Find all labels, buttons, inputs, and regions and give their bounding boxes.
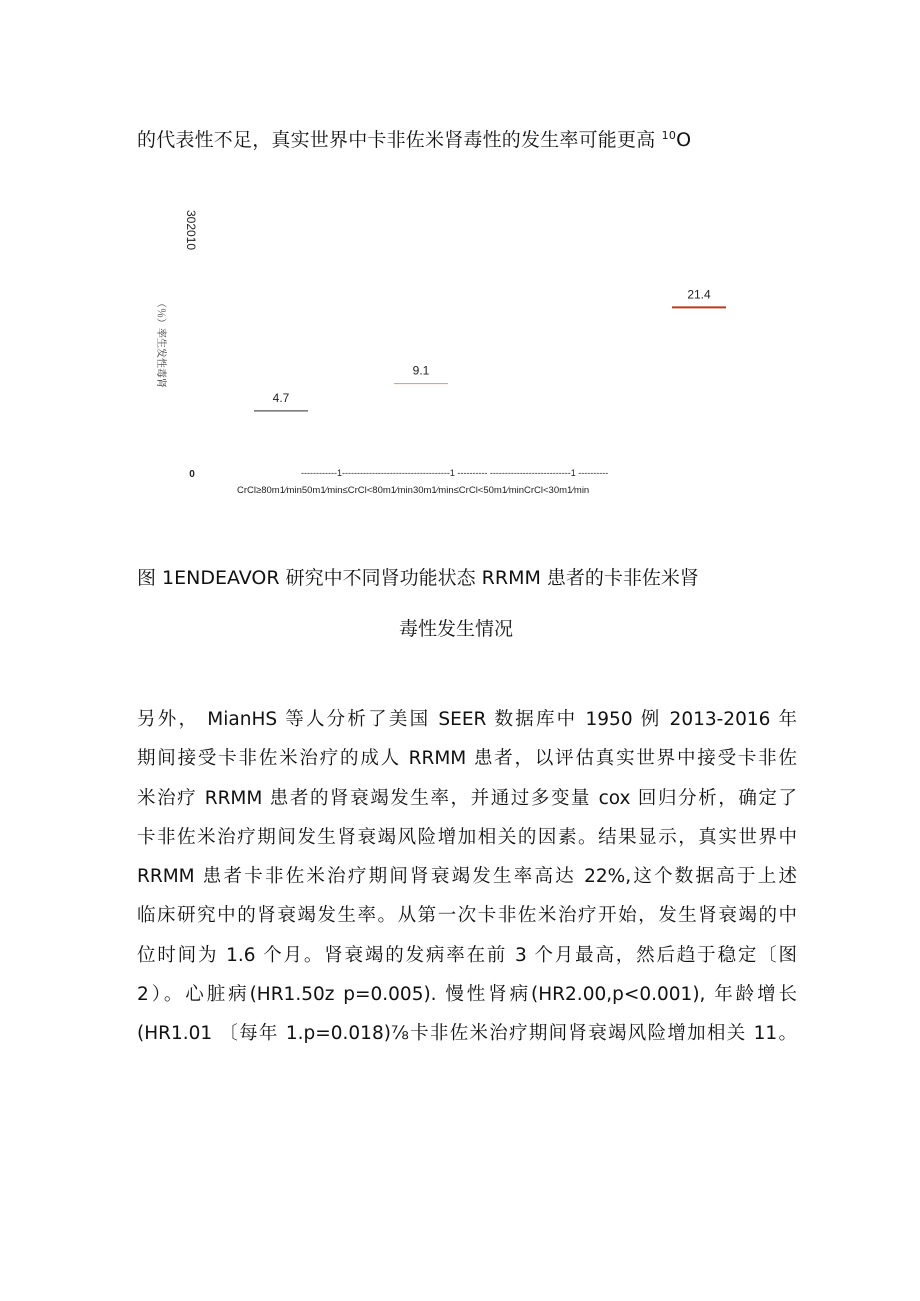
- paragraph-line: 期间接受卡非佐米治疗的成人 RRMM 患者，以评估真实世界中接受卡非佐: [137, 748, 797, 770]
- paragraph-line: RRMM 患者卡非佐米治疗期间肾衰竭发生率高达 22%,这个数据高于上述: [137, 866, 797, 888]
- paragraph-line: 卡非佐米治疗期间发生肾衰竭风险增加相关的因素。结果显示，真实世界中: [137, 826, 797, 848]
- nephrotoxicity-bar-chart: [140, 200, 711, 510]
- y-zero-label: 0: [189, 469, 195, 480]
- intro-text: 的代表性不足，真实世界中卡非佐米肾毒性的发生率可能更高: [137, 129, 656, 151]
- bar-marks: [254, 287, 726, 411]
- figure-caption-line-1: 图 1ENDEAVOR 研究中不同肾功能状态 RRMM 患者的卡非佐米肾: [137, 567, 699, 589]
- paragraph-line: 2）。心脏病(HR1.50z p=0.005). 慢性肾病(HR2.00,p<0.001), 年龄增长: [137, 984, 797, 1006]
- intro-text-line: [137, 125, 691, 152]
- paragraph-line: 临床研究中的肾衰竭发生率。从第一次卡非佐米治疗开始，发生肾衰竭的中: [137, 905, 797, 927]
- bar-value-label: 9.1: [412, 363, 430, 378]
- y-axis-label: （％）率生发性毒肾: [155, 298, 166, 388]
- citation-superscript: 10: [661, 129, 677, 142]
- paragraph-line: 另外， MianHS 等人分析了美国 SEER 数据库中 1950 例 2013-2016 年: [137, 709, 797, 730]
- figure-caption-line-2: 毒性发生情况: [399, 618, 514, 640]
- body-paragraph: [137, 700, 797, 1054]
- x-axis-dash-line: ------------1------------------------------------1 ---------- ---------------------------1 ----------: [301, 468, 609, 478]
- y-tick-labels: 302010: [184, 210, 198, 251]
- paragraph-line: 位时间为 1.6 个月。肾衰竭的发病率在前 3 个月最高，然后趋于稳定〔图: [137, 944, 797, 966]
- bar-value-label: 21.4: [687, 287, 711, 302]
- paragraph-line: 米治疗 RRMM 患者的肾衰竭发生率，并通过多变量 cox 回归分析，确定了: [137, 787, 797, 809]
- x-category-labels: CrCl≥80m1∕min50m1∕min≤CrCl<80m1∕min30m1∕min≤CrCl<50m1∕minCrCl<30m1∕min: [237, 485, 590, 496]
- bar-value-label: 4.7: [272, 390, 290, 405]
- paragraph-line: (HR1.01 〔每年 1.p=0.018)⅞卡非佐米治疗期间肾衰竭风险增加相关 11。: [137, 1023, 797, 1045]
- intro-suffix: O: [676, 129, 692, 151]
